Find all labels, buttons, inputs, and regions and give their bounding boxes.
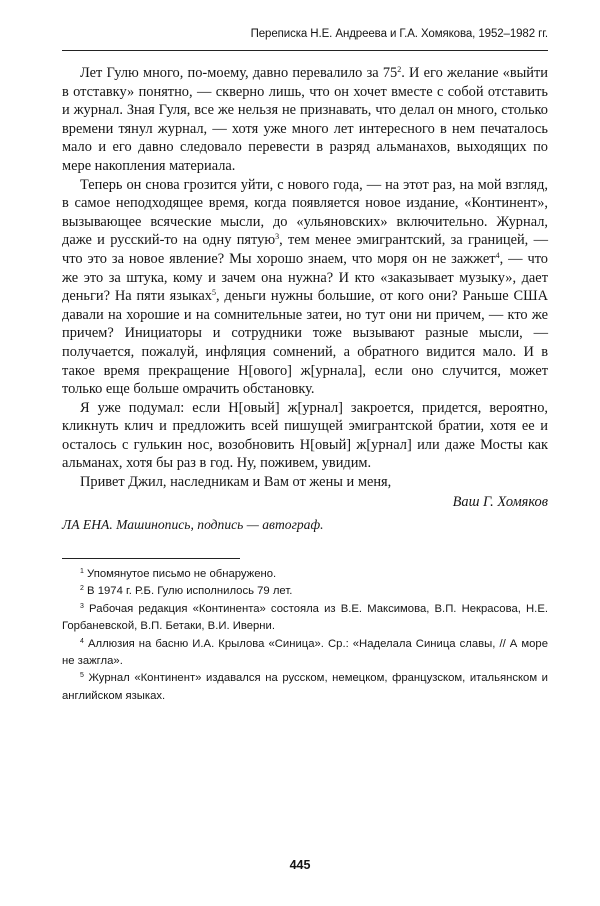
- paragraph-4: Привет Джил, наследникам и Вам от жены и меня,: [80, 474, 392, 491]
- paragraph-2-text-c: , — что же это за штука, кому и зачем она нужна? И кто «заказывает музыку», дает деньги? На пяти языках: [62, 250, 548, 305]
- footnote: [62, 601, 548, 636]
- paragraph-1-text-b: . И его желание «выйти в отставку» понятно, — скверно лишь, что он хочет вместе с собой отставить и журнал. Зная Гуля, все же нельзя не признавать, что делал он много, столько времени тянул журнал, — хотя уже много лет интересного в нем печаталось мало и его давно следовало перевести в разряд альманахов, выходящих по мере накопления материала.: [62, 65, 548, 174]
- running-header: Переписка Н.Е. Андреева и Г.А. Хомякова, 1952–1982 гг.: [250, 28, 548, 40]
- footnote-number: 3: [80, 602, 84, 610]
- footnote-number: 1: [80, 568, 84, 575]
- footnote-number: 5: [80, 672, 84, 680]
- footnote-ref-5: 5: [211, 288, 216, 298]
- header-rule: [62, 50, 548, 51]
- footnotes: [62, 566, 548, 705]
- letter-body: [62, 64, 548, 511]
- footnote: [62, 583, 548, 600]
- footnote-ref-3: 3: [275, 232, 280, 242]
- paragraph-3: Я уже подумал: если Н[овый] ж[урнал] закроется, придется, вероятно, кликнуть клич и предложить всей пишущей эмигрантской братии, хотя ее и осталось с гулькин нос, возобновить Н[овый] ж[урнал] или даже Мосты как альманах, хотя бы раз в год. Ну, поживем, увидим.: [62, 399, 548, 472]
- page-number: 445: [289, 858, 311, 872]
- footnote-text: В 1974 г. Р.Б. Гулю исполнилось 79 лет.: [83, 585, 293, 598]
- archive-note: ЛА ЕНА. Машинопись, подпись — автограф.: [62, 517, 324, 532]
- footnote: [62, 566, 548, 583]
- footnote-text: Рабочая редакция «Континента» состояла из В.Е. Максимова, В.П. Некрасова, Н.Е. Горбаневской, В.П. Бетаки, В.И. Иверни.: [62, 602, 548, 633]
- footnote: [62, 636, 548, 671]
- footnote-number: 4: [80, 637, 84, 645]
- paragraph-2-text-a: Теперь он снова грозится уйти, с нового года, — на этот раз, на мой взгляд, в самое неподходящее время, когда появляется новое издание, «Континент», вызывающее всяческие мысли, до «ульяновских» включительно. Журнал, даже и русский-то на одну пятую: [62, 176, 548, 249]
- paragraph-1: [62, 64, 548, 176]
- footnote-text: Упомянутое письмо не обнаружено.: [83, 568, 277, 580]
- paragraph-2: [62, 176, 548, 399]
- footnote-rule: [62, 558, 240, 559]
- paragraph-2-text-d: , деньги нужны большие, от кого они? Раньше США давали на хорошие и на сомнительные затеи, но тут они ни причем, — кто же причем? Инициаторы и сотрудники тоже вызывают разные мысли, — получается, пожалуй, инфляция сомнений, а обратного видится мало. И в такое время прекращение Н[ового] ж[урнала], если оно случится, может только еще больше омрачить обстановку.: [62, 288, 548, 398]
- footnote-text: Журнал «Континент» издавался на русском, немецком, французском, итальянском и английском языках.: [62, 672, 548, 702]
- paragraph-1-text-a: Лет Гулю много, по-моему, давно перевалило за 75: [80, 65, 398, 81]
- footnote-text: Аллюзия на басню И.А. Крылова «Синица». Ср.: «Наделала Синица славы, // А море не зажгла».: [62, 637, 548, 668]
- paragraph-2-text-b: , тем менее эмигрантский, за границей, — что это за новое явление? Мы хорошо знаем, что моря он не зажжет: [62, 232, 548, 267]
- footnote-number: 2: [80, 585, 84, 593]
- signature: Ваш Г. Хомяков: [452, 493, 548, 510]
- footnote-ref-4: 4: [495, 250, 500, 260]
- footnote: [62, 670, 548, 705]
- footnote-ref-2: 2: [397, 65, 402, 74]
